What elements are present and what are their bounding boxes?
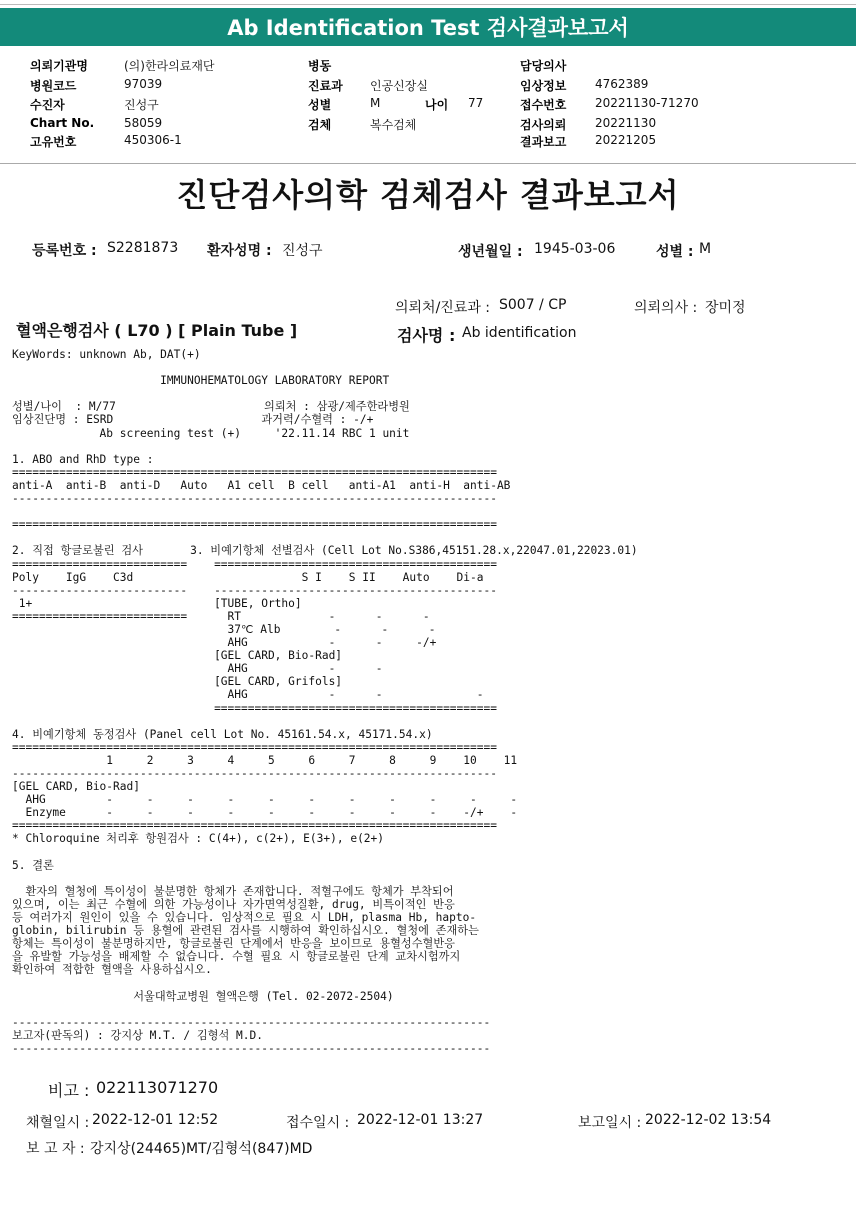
sex-label: 성별: [308, 98, 332, 112]
referral-value: S007 / CP: [499, 297, 567, 313]
received-label: 접수일시 :: [286, 1115, 350, 1131]
top-border-line: [0, 4, 856, 5]
hospcode-label: 병원코드: [30, 79, 77, 93]
psex-value: M: [699, 241, 712, 257]
regno-label: 등록번호 :: [32, 243, 97, 259]
reporter-value: 강지상(24465)MT/김형석(847)MD: [90, 1141, 313, 1157]
specimen-value: 복수검체: [370, 118, 417, 132]
report-value: 20221205: [595, 133, 657, 147]
doctor-label: 담당의사: [520, 59, 567, 73]
uniqueno-label: 고유번호: [30, 135, 77, 149]
report-label: 결과보고: [520, 135, 567, 149]
psex-label: 성별 :: [656, 244, 694, 260]
uniqueno-value: 450306-1: [124, 133, 182, 147]
pname-value: 진성구: [282, 243, 323, 259]
collect-value: 2022-12-01 12:52: [92, 1112, 219, 1128]
reported-label: 보고일시 :: [578, 1115, 642, 1131]
chartno-value: 58059: [124, 116, 163, 130]
ward-label: 병동: [308, 59, 332, 73]
age-label: 나이: [425, 98, 449, 112]
lab-report-text: KeyWords: unknown Ab, DAT(+) IMMUNOHEMATOLOGY LABORATORY REPORT 성별/나이 : M/77 의뢰처 : 삼광/제주한라병원 임상진단명 : ESRD 과거력/수혈력 : -/+ Ab screening test (+) '22.11.14 RBC 1 unit 1. ABO and RhD type : ======================================================================== anti-A anti-B anti-D Auto A1 cell B cell anti-A1 anti-H anti-AB ------------------------------------------------------------------------ ======================================================================== 2. 직접 항글로불린 검사 3. 비예기항체 선별검사 (Cell Lot No.S386,45151.28.x,22047.01,22023.01) ========================== ========================================== Poly IgG C3d S I S II Auto Di-a -------------------------- ------------------------------------------ 1+ [TUBE, Ortho] ========================== RT - - - 37℃ Alb - - - AHG - - -/+ [GEL CARD, Bio-Rad] AHG - - [GEL CARD, Grifols] AHG - - - ========================================== 4. 비예기항체 동정검사 (Panel cell Lot No. 45161.54.x, 45171.54.x) ======================================================================== 1 2 3 4 5 6 7 8 9 10 11 ------------------------------------------------------------------------ [GEL CARD, Bio-Rad] AHG - - - - - - - - - - - Enzyme - - - - - - - - - -/+ - ======================================================================== * Chloroquine 처리후 항원검사 : C(4+), c(2+), E(3+), e(2+) 5. 결론 환자의 혈청에 특이성이 불분명한 항체가 존재합니다. 적혈구에도 항체가 부착되어 있으며, 이는 최근 수혈에 의한 가능성이나 자가면역성질환, drug, 비특이적인 반응 등 여러가지 원인이 있을 수 있습니다. 임상적으로 필요 시 LDH, plasma Hb, hapto- globin, bilirubin 등 용혈에 관련된 검사를 시행하여 확인하십시오. 혈청에 존재하는 항체는 특이성이 불분명하지만, 항글로불린 단계에서 반응을 보이므로 용혈성수혈반응 을 유발할 가능성을 배제할 수 없습니다. 수혈 필요 시 항글로불린 단계 교차시험까지 확인하여 적합한 혈액을 사용하십시오. 서울대학교병원 혈액은행 (Tel. 02-2072-2504) ----------------------------------------------------------------------- 보고자(판독의) : 강지상 M.T. / 김형석 M.D. -----------------------------------------------------------------------: [12, 348, 638, 1055]
note-value: 022113071270: [96, 1078, 219, 1097]
clinical-value: 4762389: [595, 77, 649, 91]
clinical-label: 임상정보: [520, 79, 567, 93]
receipt-label: 접수번호: [520, 98, 567, 112]
testname-value: Ab identification: [462, 325, 577, 341]
referral-label: 의뢰처/진료과 :: [395, 300, 491, 316]
hospital-value: (의)한라의료재단: [124, 59, 215, 73]
birth-label: 생년월일 :: [458, 244, 523, 260]
document-title: 진단검사의학 검체검사 결과보고서: [176, 176, 680, 214]
chartno-label: Chart No.: [30, 116, 95, 130]
request-label: 검사의뢰: [520, 118, 567, 132]
regno-value: S2281873: [107, 240, 179, 256]
reported-value: 2022-12-02 13:54: [645, 1112, 772, 1128]
pname-label: 환자성명 :: [207, 243, 272, 259]
birth-value: 1945-03-06: [534, 241, 616, 257]
note-label: 비고 :: [48, 1081, 90, 1100]
reporter-label: 보 고 자 :: [26, 1141, 85, 1157]
dept-label: 진료과: [308, 79, 343, 93]
refdoc-value: 장미정: [705, 300, 746, 316]
banner-title: Ab Identification Test 검사결과보고서: [0, 8, 856, 46]
section-title: 혈액은행검사 ( L70 ) [ Plain Tube ]: [16, 321, 298, 340]
patient-label: 수진자: [30, 98, 65, 112]
collect-label: 채혈일시 :: [26, 1115, 90, 1131]
request-value: 20221130: [595, 116, 657, 130]
received-value: 2022-12-01 13:27: [357, 1112, 484, 1128]
header-divider: [0, 163, 856, 164]
specimen-label: 검체: [308, 118, 332, 132]
hospcode-value: 97039: [124, 77, 163, 91]
dept-value: 인공신장실: [370, 79, 428, 93]
hospital-label: 의뢰기관명: [30, 59, 88, 73]
receipt-value: 20221130-71270: [595, 96, 699, 110]
refdoc-label: 의뢰의사 :: [634, 300, 698, 316]
sex-value: M: [370, 96, 381, 110]
age-value: 77: [468, 96, 484, 110]
testname-label: 검사명 :: [397, 326, 456, 345]
patient-value: 진성구: [124, 98, 159, 112]
